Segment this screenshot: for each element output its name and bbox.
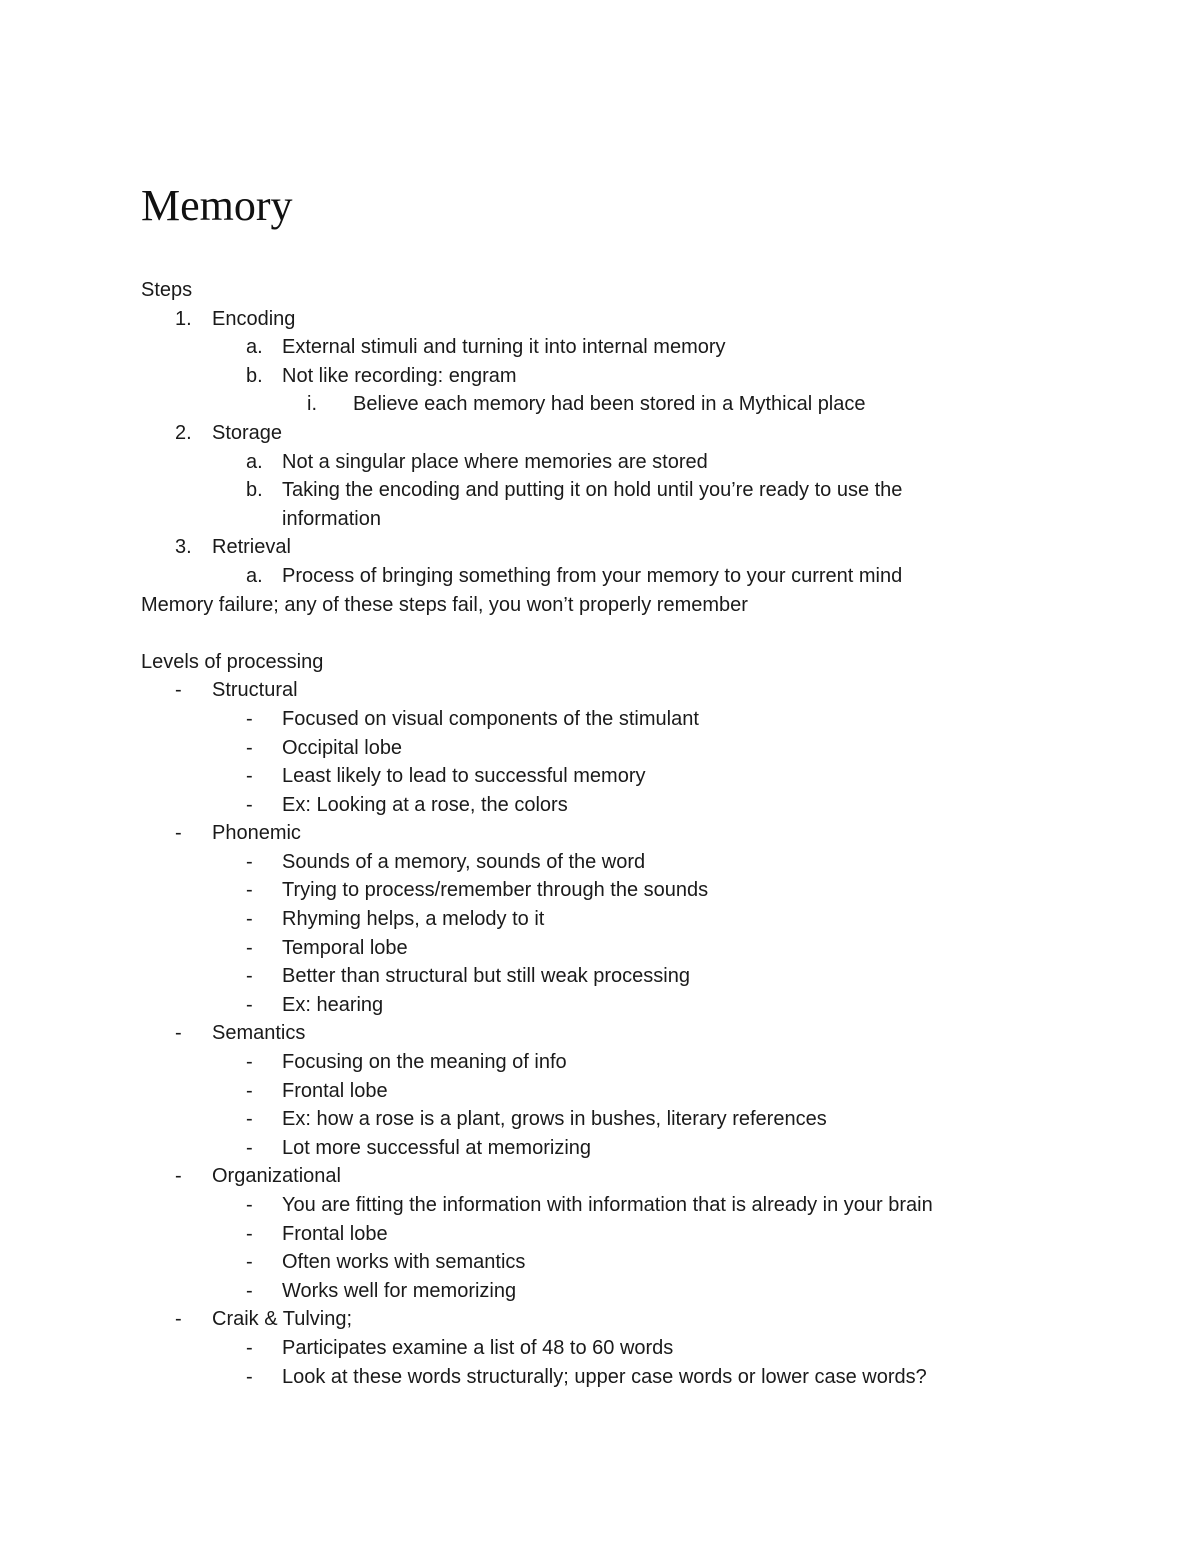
bullet-marker: - <box>175 822 182 845</box>
bullet-marker: - <box>246 850 253 873</box>
list-item-text: Sounds of a memory, sounds of the word <box>282 850 646 873</box>
list-item-text: Trying to process/remember through the sounds <box>282 879 709 902</box>
list-item-text: External stimuli and turning it into internal memory <box>282 336 726 359</box>
list-marker: a. <box>246 564 263 587</box>
list-item-text: Process of bringing something from your memory to your current mind <box>282 564 903 587</box>
list-marker: b. <box>246 364 263 387</box>
list-item <box>141 819 1041 848</box>
bullet-marker: - <box>246 993 253 1016</box>
list-item-text: Temporal lobe <box>282 936 408 959</box>
list-marker: b. <box>246 479 263 502</box>
bullet-marker: - <box>246 1336 253 1359</box>
list-item-text: Often works with semantics <box>282 1251 526 1274</box>
list-item-text: Ex: how a rose is a plant, grows in bushes, literary references <box>282 1108 827 1131</box>
list-item <box>141 848 1041 877</box>
bullet-marker: - <box>175 1165 182 1188</box>
list-item-text: information <box>282 507 381 530</box>
list-item <box>141 305 1041 334</box>
level-label: Phonemic <box>212 822 301 845</box>
level-label: Craik & Tulving; <box>212 1308 353 1331</box>
list-item <box>141 1277 1041 1306</box>
list-item <box>141 562 1041 591</box>
bullet-marker: - <box>246 765 253 788</box>
list-item-text: Focused on visual components of the stimulant <box>282 707 699 730</box>
list-marker: a. <box>246 450 263 473</box>
bullet-marker: - <box>246 1108 253 1131</box>
level-label: Semantics <box>212 1022 306 1045</box>
bullet-marker: - <box>246 793 253 816</box>
list-item-text: Least likely to lead to successful memory <box>282 765 646 788</box>
list-item-text: Taking the encoding and putting it on hold until you’re ready to use the <box>282 479 903 502</box>
bullet-marker: - <box>246 1194 253 1216</box>
levels-heading-text: Levels of processing <box>141 650 324 673</box>
list-item <box>141 791 1041 820</box>
list-item <box>141 676 1041 705</box>
list-item <box>141 419 1041 448</box>
blank-line <box>141 619 1041 648</box>
list-item <box>141 1134 1041 1163</box>
bullet-marker: - <box>246 707 253 730</box>
list-item-text: You are fitting the information with information that is already in your brain <box>282 1194 933 1216</box>
steps-heading <box>141 276 1041 305</box>
bullet-marker: - <box>246 965 253 988</box>
list-item <box>141 1162 1041 1191</box>
list-item-text: Better than structural but still weak processing <box>282 965 690 988</box>
list-item-continuation <box>141 505 1041 534</box>
list-item <box>141 1019 1041 1048</box>
level-label: Organizational <box>212 1165 341 1188</box>
list-marker: a. <box>246 336 263 359</box>
list-item-text: Occipital lobe <box>282 736 403 759</box>
bullet-marker: - <box>246 1051 253 1074</box>
steps-footer <box>141 591 1041 620</box>
bullet-marker: - <box>246 936 253 959</box>
bullet-marker: - <box>175 1308 182 1331</box>
list-item-text: Lot more successful at memorizing <box>282 1136 592 1159</box>
list-item <box>141 762 1041 791</box>
list-item-text: Works well for memorizing <box>282 1279 517 1302</box>
bullet-marker: - <box>246 908 253 931</box>
bullet-marker: - <box>246 736 253 759</box>
bullet-marker: - <box>246 879 253 902</box>
list-item-text: Rhyming helps, a melody to it <box>282 908 545 931</box>
bullet-marker: - <box>246 1222 253 1245</box>
list-item <box>141 905 1041 934</box>
list-item <box>141 1305 1041 1334</box>
list-item <box>141 1077 1041 1106</box>
bullet-marker: - <box>246 1079 253 1102</box>
step-label: Retrieval <box>212 536 291 559</box>
list-item <box>141 991 1041 1020</box>
list-item <box>141 734 1041 763</box>
levels-heading <box>141 648 1041 677</box>
list-item <box>141 962 1041 991</box>
list-item <box>141 934 1041 963</box>
list-item <box>141 390 1041 419</box>
list-item-text: Not like recording: engram <box>282 364 517 387</box>
list-item <box>141 1048 1041 1077</box>
document-body <box>141 276 1041 1391</box>
bullet-marker: - <box>175 679 182 702</box>
list-item <box>141 448 1041 477</box>
steps-footer-text: Memory failure; any of these steps fail, you won’t properly remember <box>141 593 748 616</box>
list-item <box>141 876 1041 905</box>
list-marker: 3. <box>175 536 192 559</box>
bullet-marker: - <box>246 1251 253 1274</box>
list-item-text: Frontal lobe <box>282 1222 388 1245</box>
list-marker: 2. <box>175 421 192 444</box>
list-item-text: Participates examine a list of 48 to 60 words <box>282 1336 674 1359</box>
bullet-marker: - <box>246 1279 253 1302</box>
list-item <box>141 476 1041 505</box>
list-marker: i. <box>307 393 317 416</box>
list-item <box>141 1334 1041 1363</box>
document-title: Memory <box>141 181 293 230</box>
list-item <box>141 1248 1041 1277</box>
list-item <box>141 705 1041 734</box>
list-item <box>141 533 1041 562</box>
list-marker: 1. <box>175 307 192 330</box>
steps-heading-text: Steps <box>141 279 193 301</box>
list-item <box>141 333 1041 362</box>
bullet-marker: - <box>246 1365 253 1388</box>
step-label: Encoding <box>212 307 296 330</box>
levels-list <box>141 676 1041 1391</box>
list-item <box>141 1191 1041 1220</box>
list-item-text: Believe each memory had been stored in a Mythical place <box>353 393 866 416</box>
list-item-text: Ex: Looking at a rose, the colors <box>282 793 568 816</box>
list-item-text: Ex: hearing <box>282 993 384 1016</box>
list-item <box>141 362 1041 391</box>
list-item <box>141 1363 1041 1392</box>
list-item-text: Not a singular place where memories are stored <box>282 450 708 473</box>
list-item <box>141 1220 1041 1249</box>
step-label: Storage <box>212 421 283 444</box>
bullet-marker: - <box>246 1136 253 1159</box>
level-label: Structural <box>212 679 298 702</box>
list-item-text: Focusing on the meaning of info <box>282 1051 567 1074</box>
list-item <box>141 1105 1041 1134</box>
list-item-text: Frontal lobe <box>282 1079 388 1102</box>
bullet-marker: - <box>175 1022 182 1045</box>
list-item-text: Look at these words structurally; upper case words or lower case words? <box>282 1365 927 1388</box>
